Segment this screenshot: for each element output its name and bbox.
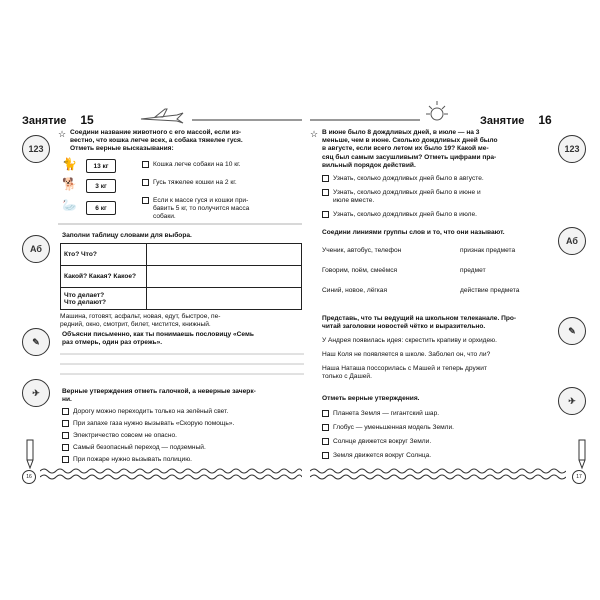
checkbox[interactable]: [322, 211, 329, 218]
checkbox[interactable]: [62, 444, 69, 451]
right-page: Занятие 16 ☆ В июне было 8 дождливых дней, в июле — на 3 меньше, чем в июне. Сколько дождливых дней было в августе, если всего летом их было 19? Какой ме- сяц был самым засушливым? Отметь цифрами пра- вильный порядок действий. 123 Узнать, сколько дождливых дней было в августе. Узнать, сколько дождливых дней было в июне и июле вместе. Узнать, сколько дождливых дней было в июле. Соедини линиями группы слов и то, что они называют. Аб Ученик, автобус, телефон признак предмета Говорим, поём, смеёмся предмет Синий, новое, лёгкая действие предмета Представь, что ты ведущий на школьном телеканале. Про- читай заголовки новостей чётко и выразительно. ✎ У Андрея появилась идея: скрестить крапиву и орхидею. Наш Коля не появляется в школе. Заболел он, что ли? Наша Наташа поссорилась с Машей и теперь дружит только с Дашей. Отметь верные утверждения. ✈ Планета Земля — гигантский шар. Глобус — уменьшенная модель Земли. Солнце движется вокруг Земли. Земля движется вокруг Солнца. 17: [310, 95, 592, 485]
left-page: Занятие 15 123 ☆ Соедини название животного с его массой, если из- вестно, что кошка легче всех, а собака тяжелее гуся. Отметь верные высказывания: 🐈 🐕 🦢 13 кг 3 кг 6 кг Кошка легче собаки на 10 кг. Гусь тяжелее кошки на 2 кг. Если к массе гуся и кошки при- бавить 5 кг, то получится масса собаки. Аб Заполни таблицу словами для выбора. Кто? Что? Какой? Какая? Какое? Что делает? Что делают? Машина, готовят, асфальт, новая, едут, быстрое, пе- редний, окно, смотрит, билет, чистится, книжный. ✎ Объясни письменно, как ты понимаешь пословицу «Семь раз отмерь, один раз отрежь». ✈ Верные утверждения отметь галочкой, а неверные зачерк- ни. Дорогу можно переходить только на зелёный свет. При запахе газа нужно вызывать «Скорую помощь». Электричество совсем не опасно. Самый безопасный переход — подземный. При пожаре нужно вызывать полицию. 16: [22, 95, 304, 485]
word-meaning[interactable]: действие предмета: [460, 287, 520, 294]
weight-card[interactable]: 3 кг: [86, 179, 116, 193]
wave-decoration: [310, 467, 566, 481]
letters-icon: Аб: [22, 235, 50, 263]
dog-icon: 🐕: [62, 177, 77, 191]
birds-icon: ✈: [558, 387, 586, 415]
wave-decoration: [40, 467, 302, 481]
news-headline: У Андрея появилась идея: скрестить крапиву и орхидею.: [322, 337, 497, 344]
statement-row[interactable]: Если к массе гуся и кошки при- бавить 5 кг, то получится масса собаки.: [142, 197, 302, 223]
airplane-icon: [137, 105, 187, 127]
news-headline: Наш Коля не появляется в школе. Заболел он, что ли?: [322, 351, 491, 358]
checkbox[interactable]: [62, 420, 69, 427]
task3-text: Представь, что ты ведущий на школьном телеканале. Про- читай заголовки новостей чётко и выразительно.: [322, 315, 517, 331]
checkbox[interactable]: [62, 456, 69, 463]
star-icon: ☆: [58, 129, 67, 139]
checkbox[interactable]: [322, 438, 329, 445]
checkbox[interactable]: [142, 161, 149, 168]
checkbox[interactable]: [322, 189, 329, 196]
word-meaning[interactable]: предмет: [460, 267, 486, 274]
checkbox[interactable]: [142, 179, 149, 186]
checkbox[interactable]: [142, 197, 149, 204]
letters-icon: Аб: [558, 227, 586, 255]
checkbox[interactable]: [322, 452, 329, 459]
action-row[interactable]: Узнать, сколько дождливых дней было в июне и июле вместе.: [322, 189, 552, 207]
task1-text: Соедини название животного с его массой, если из- вестно, что кошка легче всех, а собака тяжелее гуся. Отметь верные высказывания:: [70, 129, 243, 153]
notebook-icon: ✎: [558, 317, 586, 345]
pencil-icon: [24, 438, 36, 470]
word-group[interactable]: Ученик, автобус, телефон: [322, 247, 402, 254]
weight-card[interactable]: 6 кг: [86, 201, 116, 215]
birds-icon: ✈: [22, 379, 50, 407]
news-headline: Наша Наташа поссорилась с Машей и теперь дружит только с Дашей.: [322, 365, 487, 381]
task3-text: Объясни письменно, как ты понимаешь пословицу «Семь раз отмерь, один раз отрежь».: [62, 331, 254, 347]
numbers-icon: 123: [558, 135, 586, 163]
writing-lines[interactable]: [60, 350, 304, 382]
goose-icon: 🦢: [62, 198, 77, 212]
page-number: 16: [22, 470, 36, 484]
header-line: [310, 119, 420, 122]
checkbox[interactable]: [322, 424, 329, 431]
divider: [22, 223, 304, 226]
numbers-icon: 123: [22, 135, 50, 163]
sun-icon: [422, 99, 452, 125]
cat-icon: 🐈: [62, 157, 77, 171]
word-group[interactable]: Синий, новое, лёгкая: [322, 287, 388, 294]
word-group[interactable]: Говорим, поём, смеёмся: [322, 267, 398, 274]
checkbox[interactable]: [62, 408, 69, 415]
page-number: 17: [572, 470, 586, 484]
table-cell[interactable]: [147, 244, 302, 266]
table-cell[interactable]: [147, 288, 302, 310]
star-icon: ☆: [310, 129, 319, 139]
fill-table: Кто? Что? Какой? Какая? Какое? Что делает? Что делают?: [60, 243, 302, 310]
table-cell[interactable]: [147, 266, 302, 288]
lesson-header: Занятие 15: [22, 113, 94, 127]
header-line: [192, 119, 302, 122]
word-list: Машина, готовят, асфальт, новая, едут, быстрое, пе- редний, окно, смотрит, билет, чистится, книжный.: [60, 313, 221, 329]
checkbox[interactable]: [62, 432, 69, 439]
notebook-icon: ✎: [22, 328, 50, 356]
weight-card[interactable]: 13 кг: [86, 159, 116, 173]
pencil-icon: [576, 438, 588, 470]
task4-title: Отметь верные утверждения.: [322, 395, 420, 402]
word-meaning[interactable]: признак предмета: [460, 247, 516, 254]
task1-text: В июне было 8 дождливых дней, в июле — на 3 меньше, чем в июне. Сколько дождливых дней было в августе, если всего летом их было 19? Какой ме- сяц был самым засушливым? Отметь цифрами пра- вильный порядок действий.: [322, 129, 498, 169]
lesson-header: Занятие 16: [480, 113, 552, 127]
task2-title: Заполни таблицу словами для выбора.: [62, 232, 192, 239]
checkbox[interactable]: [322, 175, 329, 182]
task4-title: Верные утверждения отметь галочкой, а неверные зачерк- ни.: [62, 388, 256, 404]
task2-title: Соедини линиями группы слов и то, что они называют.: [322, 229, 505, 236]
checkbox[interactable]: [322, 410, 329, 417]
